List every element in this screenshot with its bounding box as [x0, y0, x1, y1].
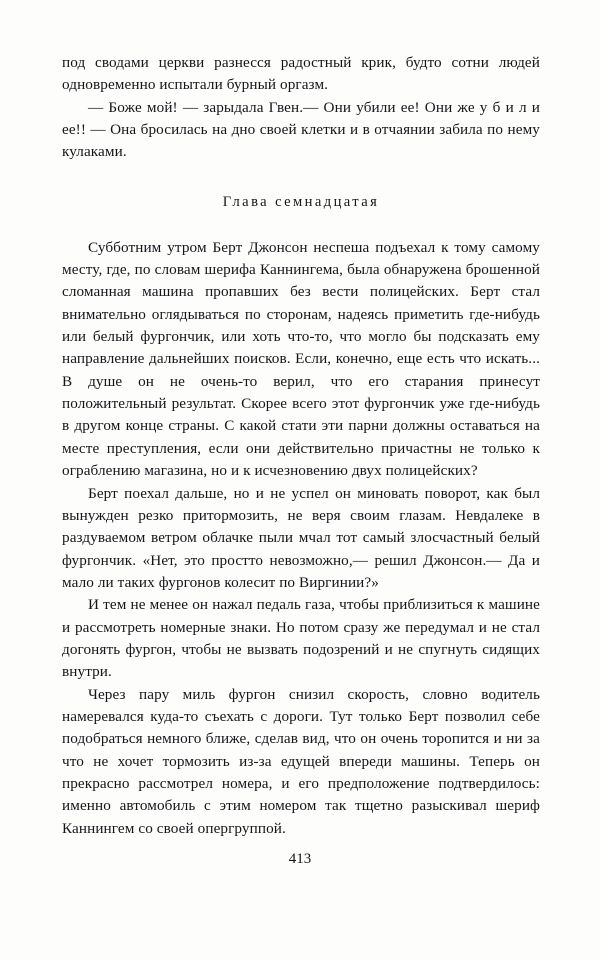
opening-text-block: [62, 52, 540, 164]
paragraph: Субботним утром Берт Джонсон неспеша подъехал к тому самому месту, где, по словам шерифа Каннингема, была обнаружена брошенной сломанная машина пропавших без вести полицейских. Берт стал внимательно оглядываться по сторонам, надеясь приметить где-нибудь или белый фургончик, или хоть что-то, что могло бы подсказать ему направление дальнейших поисков. Если, конечно, еще есть что искать... В душе он не очень-то верил, что его старания принесут положительный результат. Скорее всего этот фургончик уже где-нибудь в другом конце страны. С какой стати эти парни должны оставаться на месте преступления, если они действительно причастны не только к ограблению магазина, но и к исчезновению двух полицейских?: [62, 238, 540, 480]
body-text-block: [62, 237, 540, 840]
paragraph: И тем не менее он нажал педаль газа, чтобы приблизиться к машине и рассмотреть номерные знаки. Но потом сразу же передумал и не стал догонять фургон, чтобы не вызвать подозрений и не спугнуть сидящих внутри.: [62, 596, 540, 681]
chapter-heading: Глава семнадцатая: [222, 193, 380, 210]
paragraph: Берт поехал дальше, но и не успел он миновать поворот, как был вынужден резко притормозить, не веря своим глазам. Невдалеке в раздуваемом ветром облачке пыли мчал тот самый злосчастный белый фургончик. «Нет, это простто невозможно,— решил Джонсон.— Да и мало ли таких фургонов колесит по Виргинии?»: [62, 484, 540, 591]
paragraph: — Боже мой! — зарыдала Гвен.— Они убили ее! Они же у б и л и ее!! — Она бросилась на дно своей клетки и в отчаянии забила по нему кулаками.: [62, 98, 540, 161]
paragraph: Через пару миль фургон снизил скорость, словно водитель намеревался куда-то съехать с дороги. Тут только Берт позволил себе подобраться немного ближе, сделав вид, что он очень торопится и ни за что не хочет тормозить из-за едущей впереди машины. Теперь он прекрасно рассмотрел номера, и его предположение подтвердилось: именно автомобиль с этим номером так тщетно разыскивал шериф Каннингем со своей опергруппой.: [62, 685, 540, 837]
page-number: 413: [288, 851, 312, 867]
paragraph: под сводами церкви разнесся радостный крик, будто сотни людей одновременно испытали бурный оргазм.: [62, 54, 540, 94]
